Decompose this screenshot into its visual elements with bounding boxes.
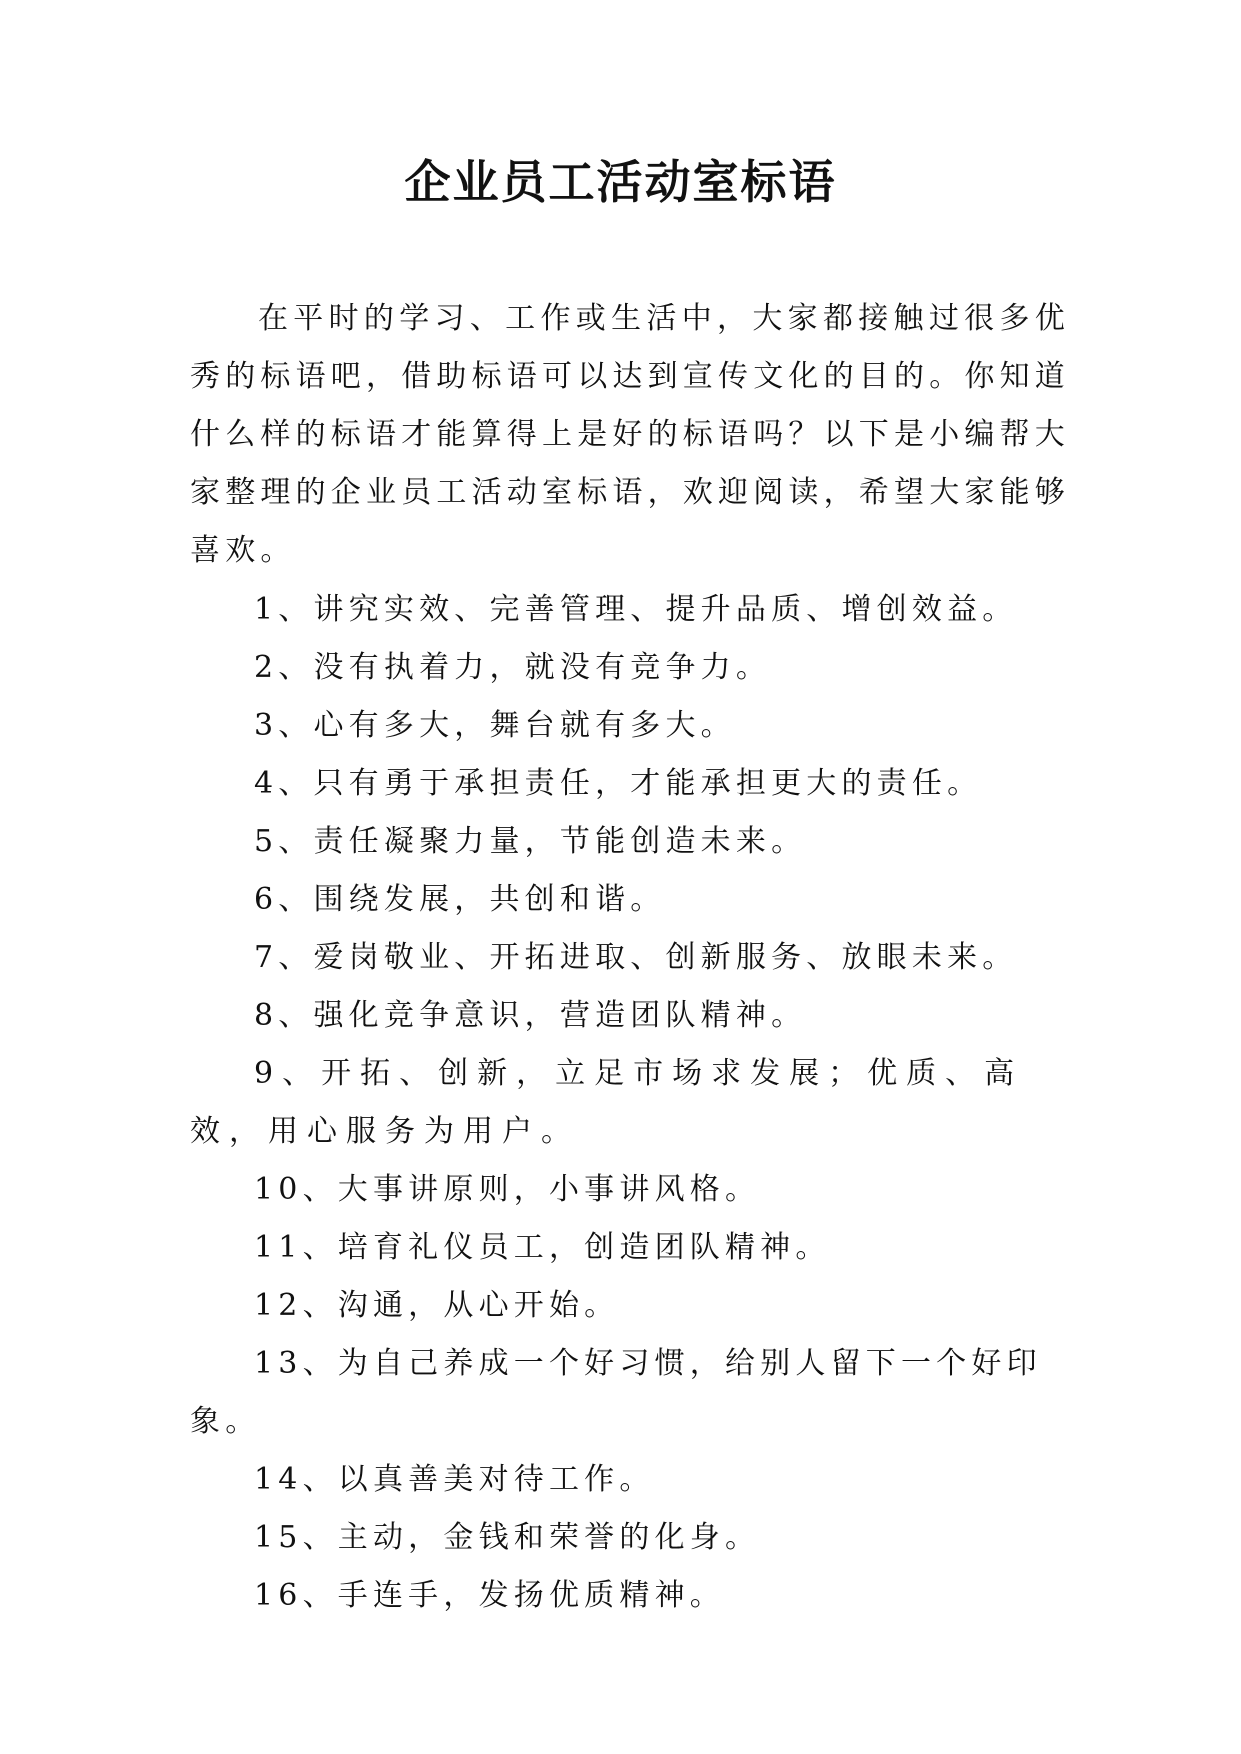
slogan-item: 7、爱岗敬业、开拓进取、创新服务、放眼未来。	[254, 940, 1018, 975]
slogan-item: 3、心有多大，舞台就有多大。	[254, 708, 736, 743]
slogan-item: 12、沟通，从心开始。	[254, 1288, 620, 1323]
slogan-item: 15、主动，金钱和荣誉的化身。	[254, 1520, 761, 1555]
slogan-item: 9、开拓、创新，立足市场求发展；优质、高效，用心服务为用户。	[190, 1056, 1024, 1149]
slogan-item: 11、培育礼仪员工，创造团队精神。	[254, 1230, 831, 1265]
slogan-item: 6、围绕发展，共创和谐。	[254, 882, 666, 917]
slogan-item: 14、以真善美对待工作。	[254, 1462, 655, 1497]
slogan-item: 1、讲究实效、完善管理、提升品质、增创效益。	[254, 592, 1018, 627]
slogan-item: 2、没有执着力，就没有竞争力。	[254, 650, 772, 685]
slogan-item: 5、责任凝聚力量，节能创造未来。	[254, 824, 807, 859]
document-title: 企业员工活动室标语	[404, 155, 837, 209]
slogan-item: 10、大事讲原则，小事讲风格。	[254, 1172, 761, 1207]
slogan-item: 4、只有勇于承担责任，才能承担更大的责任。	[254, 766, 983, 801]
slogan-item: 8、强化竞争意识，营造团队精神。	[254, 998, 807, 1033]
slogan-item: 16、手连手，发扬优质精神。	[254, 1578, 725, 1613]
slogan-list	[190, 581, 1070, 1625]
intro-paragraph: 在平时的学习、工作或生活中，大家都接触过很多优秀的标语吧，借助标语可以达到宣传文化的目的。你知道什么样的标语才能算得上是好的标语吗？以下是小编帮大家整理的企业员工活动室标语，欢迎阅读，希望大家能够喜欢。	[190, 301, 1070, 568]
slogan-item: 13、为自己养成一个好习惯，给别人留下一个好印象。	[190, 1346, 1042, 1439]
